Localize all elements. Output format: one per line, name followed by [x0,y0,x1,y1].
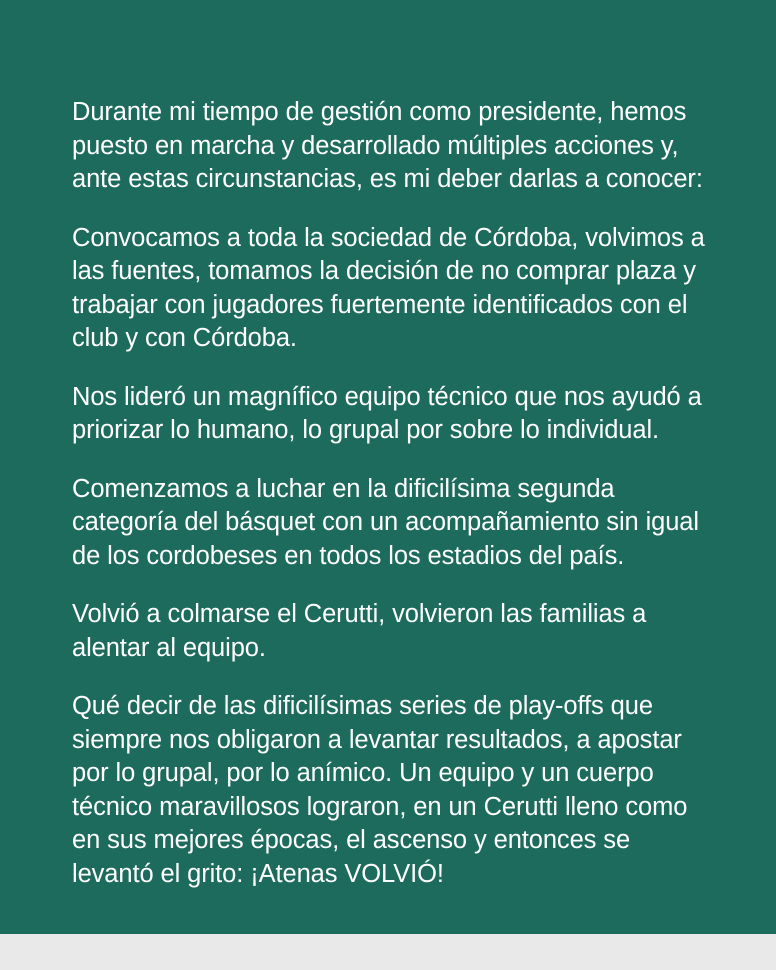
statement-paragraph: Qué decir de las dificilísimas series de play-offs que siempre nos obligaron a levantar resultados, a apostar por lo grupal, por lo anímico. Un equipo y un cuerpo técnico maravillosos lograron, en un Cerutti lleno como en sus mejores épocas, el ascenso y entonces se levantó el grito: ¡Atenas VOLVIÓ! [72,692,695,888]
statement-paragraph: Convocamos a toda la sociedad de Córdoba, volvimos a las fuentes, tomamos la decisión de no comprar plaza y trabajar con jugadores fuertemente identificados con el club y con Córdoba. [72,223,712,352]
statement-paragraph: Nos lideró un magnífico equipo técnico que nos ayudó a priorizar lo humano, lo grupal por sobre lo individual. [72,382,709,444]
statement-paragraph: Volvió a colmarse el Cerutti, volvieron las familias a alentar al equipo. [72,600,654,662]
statement-paragraph: Comenzamos a luchar en la dificilísima segunda categoría del básquet con un acompañamiento sin igual de los cordobeses en todos los estadios del país. [72,474,706,570]
statement-text-block [72,96,712,891]
statement-paragraph: Durante mi tiempo de gestión como presidente, hemos puesto en marcha y desarrollado múltiples acciones y, ante estas circunstancias, es mi deber darlas a conocer: [72,98,703,193]
footer-strip [0,934,776,970]
